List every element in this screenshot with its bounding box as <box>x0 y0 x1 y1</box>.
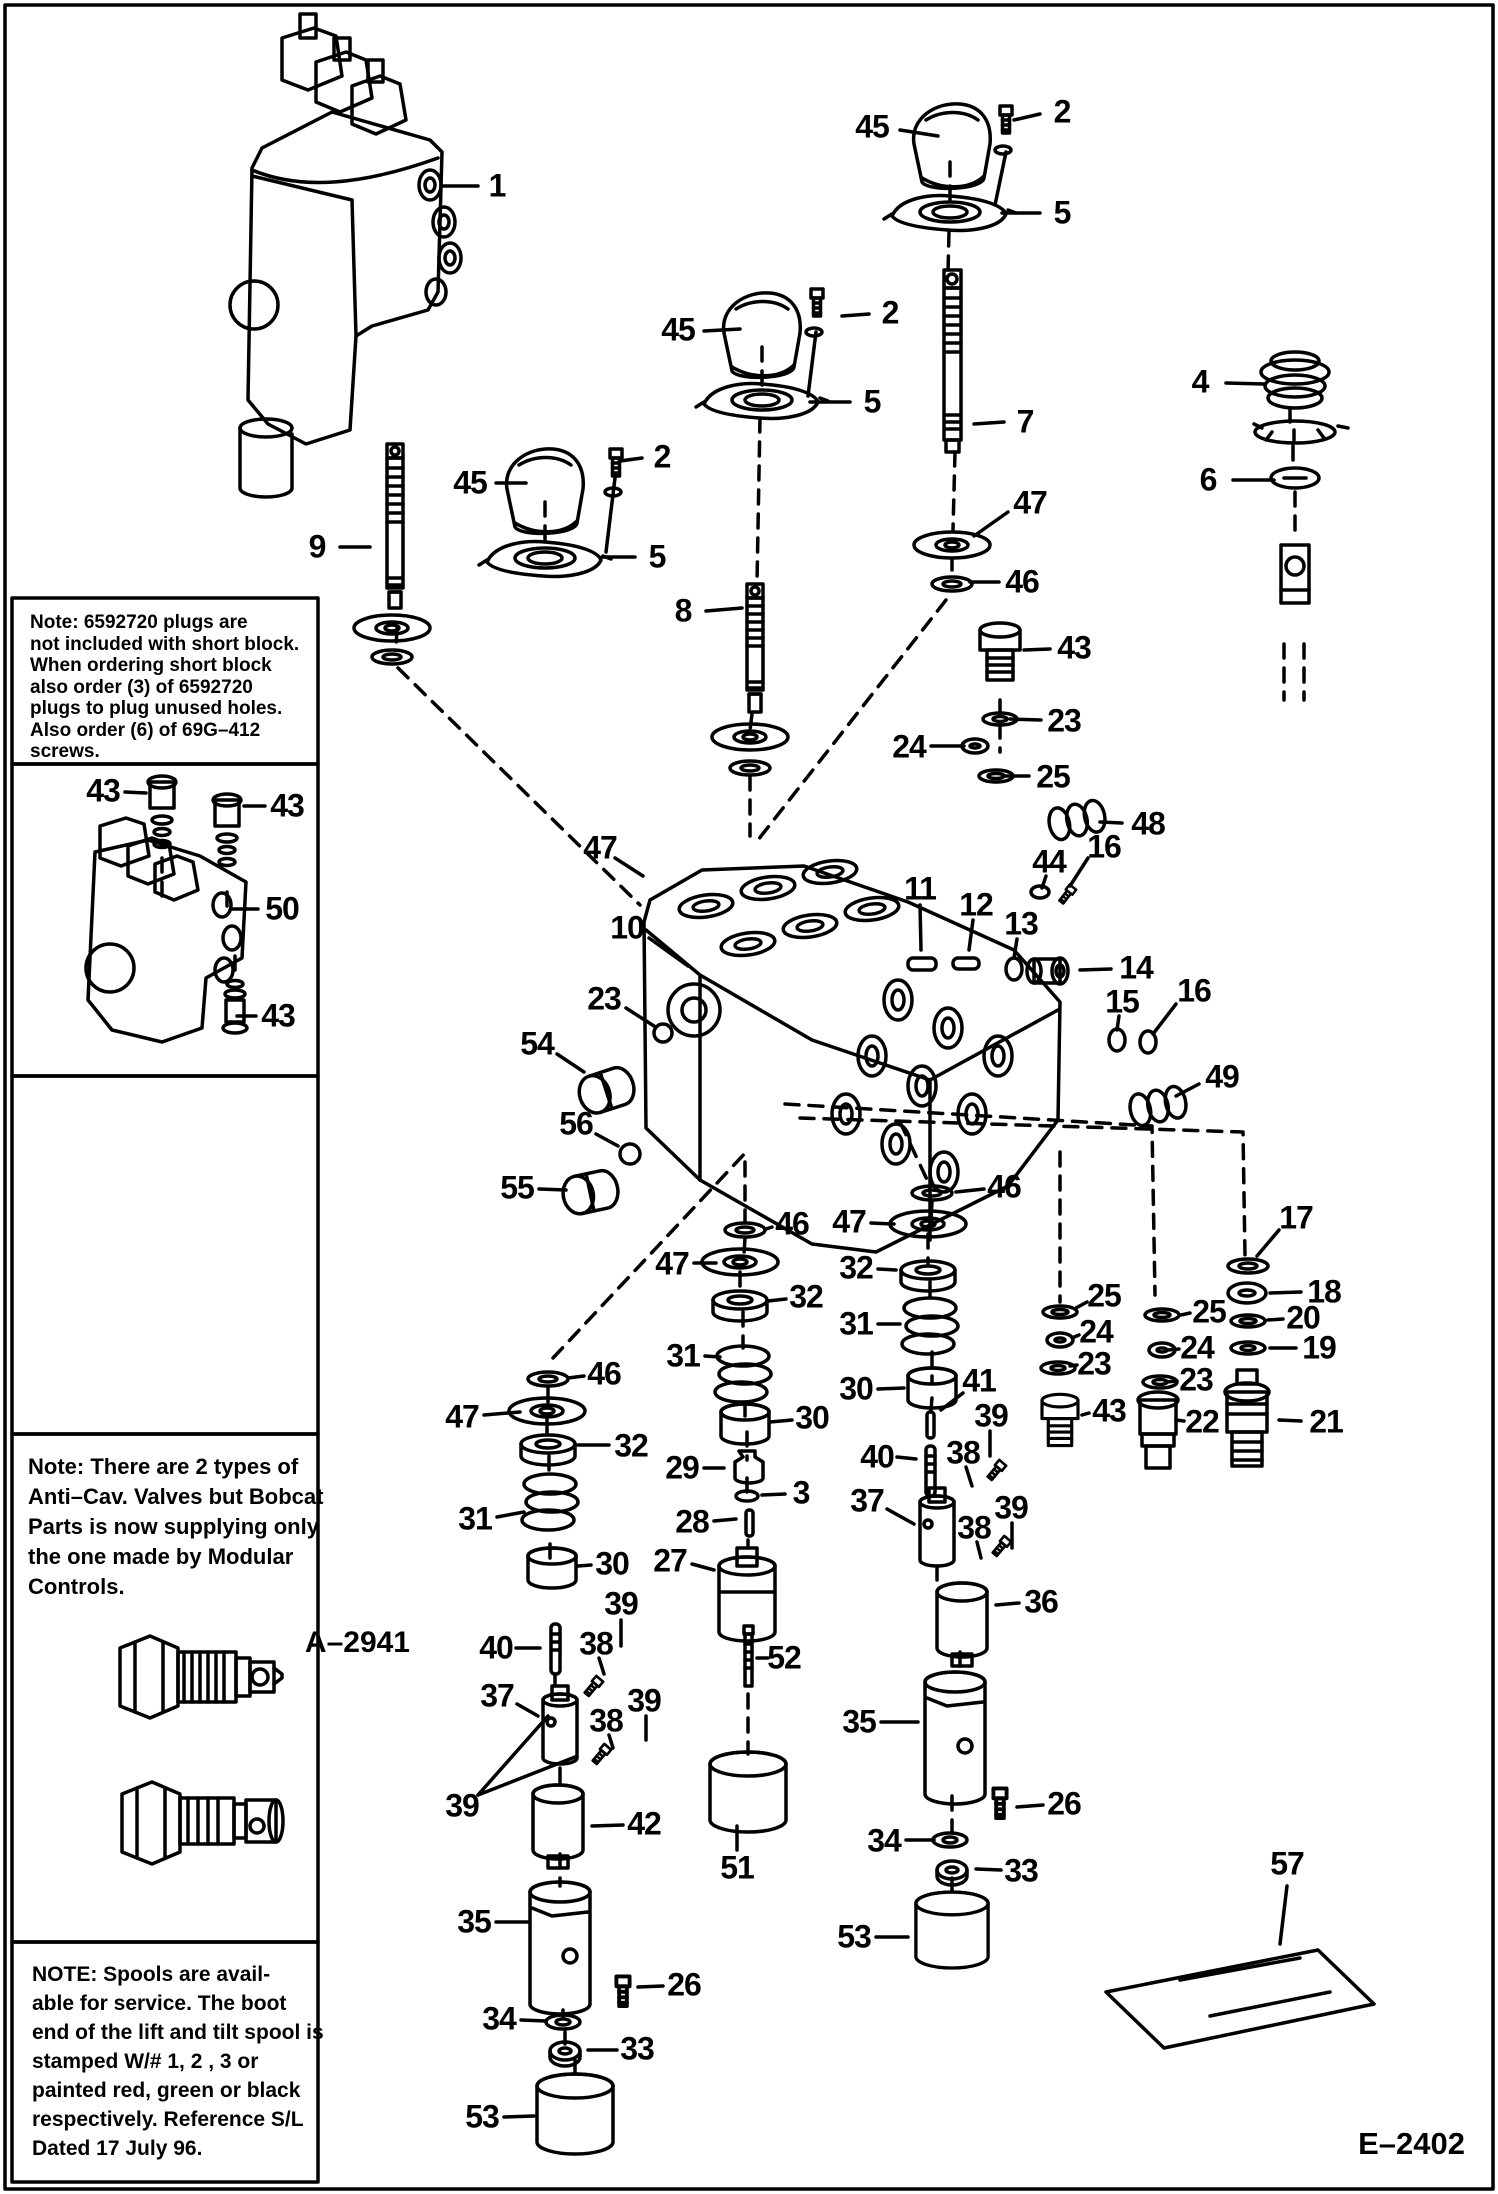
callout-18: 18 <box>1307 1273 1341 1310</box>
callout-45: 45 <box>453 464 487 501</box>
callout-46: 46 <box>987 1168 1021 1205</box>
callout-30: 30 <box>795 1399 829 1436</box>
callout-9: 9 <box>308 528 326 565</box>
callout-5: 5 <box>863 383 881 420</box>
callout-38: 38 <box>579 1625 613 1662</box>
callout-24: 24 <box>892 728 926 765</box>
callout-47: 47 <box>583 829 617 866</box>
callout-35: 35 <box>842 1703 876 1740</box>
callout-34: 34 <box>482 2000 516 2037</box>
note-text-line: stamped W/# 1, 2 , 3 or <box>32 2050 259 2073</box>
callout-48: 48 <box>1131 805 1165 842</box>
callout-33: 33 <box>1004 1852 1038 1889</box>
callout-23: 23 <box>1077 1345 1111 1382</box>
callout-23: 23 <box>1047 702 1081 739</box>
callout-53: 53 <box>465 2098 499 2135</box>
callout-26: 26 <box>667 1966 701 2003</box>
callout-32: 32 <box>839 1249 873 1286</box>
callout-55: 55 <box>500 1169 534 1206</box>
callout-41: 41 <box>962 1362 996 1399</box>
callout-19: 19 <box>1302 1329 1336 1366</box>
callout-45: 45 <box>661 311 695 348</box>
note-text-line: Also order (6) of 69G–412 <box>30 719 261 741</box>
note-text-line: Parts is now supplying only <box>28 1514 319 1539</box>
callout-11: 11 <box>904 870 936 907</box>
callout-46: 46 <box>587 1355 621 1392</box>
callout-29: 29 <box>665 1449 699 1486</box>
callout-49: 49 <box>1205 1058 1239 1095</box>
callout-54: 54 <box>520 1025 554 1062</box>
callout-24: 24 <box>1180 1329 1214 1366</box>
callout-39: 39 <box>994 1489 1028 1526</box>
callout-44: 44 <box>1032 843 1066 880</box>
callout-47: 47 <box>445 1398 479 1435</box>
callout-51: 51 <box>720 1849 754 1886</box>
callout-6: 6 <box>1199 461 1217 498</box>
note-text-line: able for service. The boot <box>32 1992 287 2015</box>
callout-21: 21 <box>1309 1403 1343 1440</box>
callout-56: 56 <box>559 1105 593 1142</box>
callout-17: 17 <box>1279 1199 1313 1236</box>
note-text-line: the one made by Modular <box>28 1544 294 1569</box>
callout-46: 46 <box>775 1205 809 1242</box>
callout-47: 47 <box>655 1245 689 1282</box>
callout-43: 43 <box>270 787 304 824</box>
callout-8: 8 <box>674 592 692 629</box>
callout-30: 30 <box>595 1545 629 1582</box>
callout-20: 20 <box>1286 1299 1320 1336</box>
callout-14: 14 <box>1119 949 1153 986</box>
callout-42: 42 <box>627 1805 661 1842</box>
note-text-line: NOTE: Spools are avail- <box>32 1963 271 1986</box>
figure-ref-a2941: A–2941 <box>304 1626 410 1659</box>
callout-5: 5 <box>648 538 666 575</box>
note-text-line: When ordering short block <box>30 655 272 676</box>
callout-53: 53 <box>837 1918 871 1955</box>
callout-3: 3 <box>792 1474 810 1511</box>
callout-39: 39 <box>604 1585 638 1622</box>
note-text-line: Note: There are 2 types of <box>28 1454 299 1479</box>
callout-47: 47 <box>1013 484 1047 521</box>
callout-2: 2 <box>653 438 671 475</box>
callout-46: 46 <box>1005 563 1039 600</box>
callout-7: 7 <box>1016 403 1034 440</box>
callout-43: 43 <box>261 997 295 1034</box>
callout-34: 34 <box>867 1822 901 1859</box>
callout-39: 39 <box>627 1682 661 1719</box>
callout-16: 16 <box>1177 972 1211 1009</box>
callout-23: 23 <box>587 980 621 1017</box>
note-text-line: end of the lift and tilt spool is <box>32 2021 324 2044</box>
callout-15: 15 <box>1105 983 1139 1020</box>
note-text-line: painted red, green or black <box>32 2079 301 2102</box>
note-text-line: Anti–Cav. Valves but Bobcat <box>28 1484 324 1509</box>
callout-22: 22 <box>1185 1403 1219 1440</box>
note-text-line: Dated 17 July 96. <box>32 2137 203 2160</box>
callout-13: 13 <box>1004 905 1038 942</box>
callout-39: 39 <box>445 1787 479 1824</box>
callout-30: 30 <box>839 1370 873 1407</box>
note-text-line: also order (3) of 6592720 <box>30 676 253 698</box>
callout-12: 12 <box>959 886 993 923</box>
note-text-line: respectively. Reference S/L <box>32 2108 304 2131</box>
callout-5: 5 <box>1053 194 1071 231</box>
callout-31: 31 <box>839 1305 873 1342</box>
callout-45: 45 <box>855 108 889 145</box>
callout-27: 27 <box>653 1542 687 1579</box>
callout-37: 37 <box>480 1677 514 1714</box>
callout-26: 26 <box>1047 1785 1081 1822</box>
callout-38: 38 <box>946 1434 980 1471</box>
callout-40: 40 <box>860 1438 894 1475</box>
callout-43: 43 <box>1092 1392 1126 1429</box>
callout-2: 2 <box>881 294 899 331</box>
callout-38: 38 <box>589 1702 623 1739</box>
note-text-line: screws. <box>30 741 100 762</box>
callout-52: 52 <box>767 1639 801 1676</box>
callout-35: 35 <box>457 1903 491 1940</box>
callout-32: 32 <box>614 1427 648 1464</box>
callout-1: 1 <box>488 167 506 204</box>
callout-25: 25 <box>1036 758 1070 795</box>
callout-37: 37 <box>850 1482 884 1519</box>
note-text-line: Note: 6592720 plugs are <box>30 612 248 633</box>
note-text-line: not included with short block. <box>30 633 300 655</box>
callout-10: 10 <box>610 909 644 946</box>
callout-43: 43 <box>86 772 120 809</box>
callout-39: 39 <box>974 1397 1008 1434</box>
callout-32: 32 <box>789 1278 823 1315</box>
callout-38: 38 <box>957 1509 991 1546</box>
callout-57: 57 <box>1270 1845 1304 1882</box>
callout-31: 31 <box>666 1337 700 1374</box>
doc-code: E–2402 <box>1358 2126 1465 2161</box>
callout-24: 24 <box>1079 1313 1113 1350</box>
callout-50: 50 <box>265 890 299 927</box>
callout-33: 33 <box>620 2030 654 2067</box>
callout-28: 28 <box>675 1503 709 1540</box>
callout-36: 36 <box>1024 1583 1058 1620</box>
callout-2: 2 <box>1053 93 1071 130</box>
callout-25: 25 <box>1087 1277 1121 1314</box>
note-text-line: Controls. <box>28 1574 125 1599</box>
callout-43: 43 <box>1057 629 1091 666</box>
callout-4: 4 <box>1191 363 1209 400</box>
callout-16: 16 <box>1087 828 1121 865</box>
callout-23: 23 <box>1179 1361 1213 1398</box>
callout-47: 47 <box>832 1203 866 1240</box>
callout-25: 25 <box>1192 1293 1226 1330</box>
callout-40: 40 <box>479 1629 513 1666</box>
note-text-line: plugs to plug unused holes. <box>30 698 283 719</box>
callout-31: 31 <box>458 1500 492 1537</box>
